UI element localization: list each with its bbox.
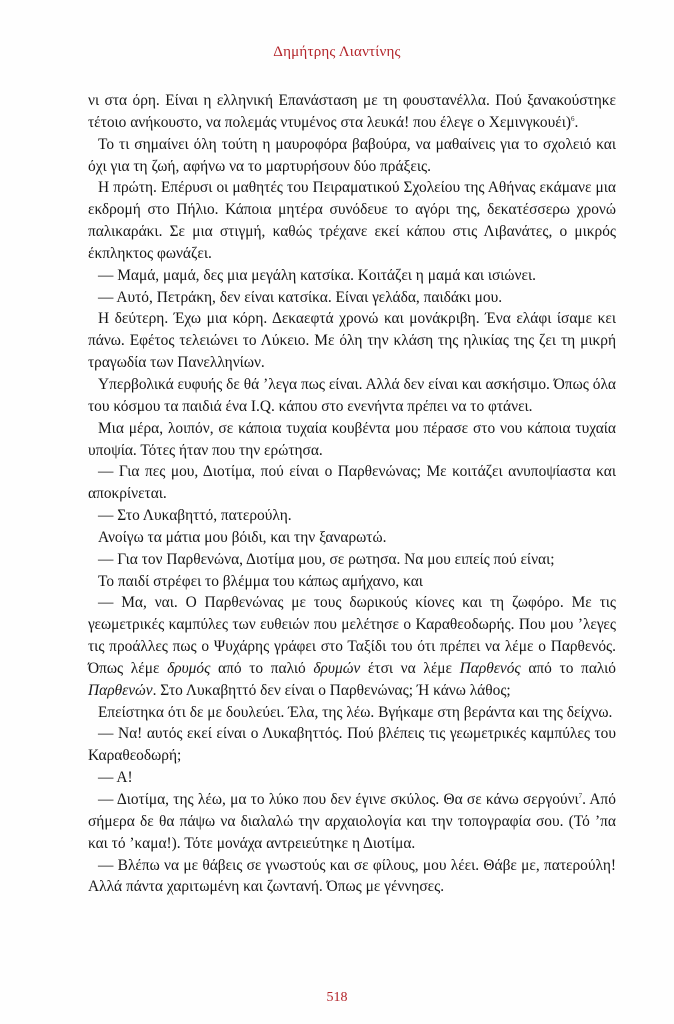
paragraph [88,265,616,287]
paragraph [88,527,616,549]
paragraph [88,177,616,264]
paragraph [88,549,616,571]
paragraph [88,505,616,527]
text-run: Ανοίγω τα μάτια μου βόιδι, και την ξαναρωτώ. [98,528,387,546]
text-run: . Από σήμερα δε θα πάψω να διαλαλώ την αρχαιολογία και την τοπογραφία σου. (Τό ’πα και τό ’καμα!). Τότε μονάχα αντρειεύτηκε η Διοτίμα. [88,791,616,852]
text-run: από το παλιό [520,659,616,677]
text-run: Η δεύτερη. Έχω μια κόρη. Δεκαεφτά χρονώ και μονάκριβη. Ένα ελάφι ίσαμε κει πάνω. Εφέτος τελειώνει το Λύκειο. Με όλη την κλάση της ηλικίας της ζει τη μικρή τραγωδία των Πανελληνίων. [88,310,616,372]
text-run: Το τι σημαίνει όλη τούτη η μαυροφόρα βαβούρα, να μαθαίνεις για το σχολειό και όχι για τη ζωή, αφήνω να το μαρτυρήσουν δύο πράξεις. [88,135,616,175]
paragraph [88,571,616,593]
text-run: από το παλιό [210,659,314,677]
italic-text: Παρθενός [459,659,521,677]
text-run: — Μα, ναι. Ο Παρθενώνας με τους δωρικούς κίονες και τη ζωφόρο. Με τις γεωμετρικές καμπύλες των ευθειών που μελέτησε ο Καραθεοδωρής. Που μου ’λεγες τις προάλλες πως ο Ψυχάρης γράφει στο Ταξίδι του ότι πρέπει να λέμε ο Παρθενός. Όπως λέμε [88,594,616,677]
italic-text: δρυμός [167,659,211,677]
text-run: Υπερβολικά ευφυής δε θά ’λεγα πως είναι. Αλλά δεν είναι και ασκήσιμο. Όπως όλα του κόσμου τα παιδιά ένα I.Q. κάπου στο ενενήντα πρέπει να το φτάνει. [88,375,616,415]
paragraph [88,789,616,855]
paragraph [88,855,616,899]
paragraph [88,418,616,462]
text-run: Μια μέρα, λοιπόν, σε κάποια τυχαία κουβέντα μου πέρασε στο νου κάποια τυχαία υποψία. Τότες ήταν που την ερώτησα. [88,419,616,459]
body-text [88,90,616,898]
italic-text: Παρθενών [88,681,153,699]
paragraph [88,767,616,789]
text-run: — Διοτίμα, της λέω, μα το λύκο που δεν έγινε σκύλος. Θα σε κάνω σεργούνι [98,791,579,808]
paragraph [88,592,616,701]
paragraph [88,134,616,178]
italic-text: δρυμών [313,659,361,677]
paragraph [88,702,616,724]
text-run: . Στο Λυκαβηττό δεν είναι ο Παρθενώνας; Ή κάνω λάθος; [152,681,511,699]
footnote-marker: 6 [570,114,575,123]
paragraph [88,287,616,309]
text-run: — Να! αυτός εκεί είναι ο Λυκαβηττός. Πού βλέπεις τις γεωμετρικές καμπύλες του Καραθεοδωρή; [88,725,616,765]
text-run: . [574,113,579,131]
paragraph [88,374,616,418]
running-header: Δημήτρης Λιαντίνης [273,44,401,60]
text-run: — Για τον Παρθενώνα, Διοτίμα μου, σε ρωτησα. Να μου ειπείς πού είναι; [98,550,555,568]
text-run: έτσι να λέμε [360,659,460,677]
text-run: — Μαμά, μαμά, δες μια μεγάλη κατσίκα. Κοιτάζει η μαμά και ισιώνει. [98,266,536,284]
page-number: 518 [326,990,348,1005]
text-run: — Αυτό, Πετράκη, δεν είναι κατσίκα. Είναι γελάδα, παιδάκι μου. [98,288,503,306]
paragraph [88,461,616,505]
text-run: νι στα όρη. Είναι η ελληνική Επανάσταση με τη φουστανέλλα. Πού ξανακούστηκε τέτοιο ανήκουστο, να πολεμάς ντυμένος στα λευκά! που έλεγε ο Χεμινγκουέι) [88,92,616,131]
text-run: Η πρώτη. Επέρυσι οι μαθητές του Πειραματικού Σχολείου της Αθήνας εκάμανε μια εκδρομή στο Πήλιο. Κάποια μητέρα συνόδευε το αγόρι της, δεκατέσσερω χρονώ παλικαράκι. Σε μια στιγμή, καθώς τρέχανε εκεί κάπου στις Λιβανάτες, ο μικρός έκπληκτος φωνάζει. [88,179,616,262]
paragraph [88,308,616,374]
text-run: — Α! [98,769,133,787]
paragraph [88,90,616,134]
text-run: — Για πες μου, Διοτίμα, πού είναι ο Παρθενώνας; Με κοιτάζει ανυποψίαστα και αποκρίνεται. [88,463,616,503]
text-run: — Στο Λυκαβηττό, πατερούλη. [98,507,292,525]
footnote-marker: 7 [578,791,583,800]
text-run: Το παιδί στρέφει το βλέμμα του κάπως αμήχανο, και [98,572,423,590]
text-run: Επείστηκα ότι δε με δουλεύει. Έλα, της λέω. Βγήκαμε στη βεράντα και της δείχνω. [98,703,613,721]
text-run: — Βλέπω να με θάβεις σε γνωστούς και σε φίλους, μου λέει. Θάβε με, πατερούλη! Αλλά πάντα χαριτωμένη και ζωντανή. Όπως με γέννησες. [88,856,616,896]
paragraph [88,723,616,767]
